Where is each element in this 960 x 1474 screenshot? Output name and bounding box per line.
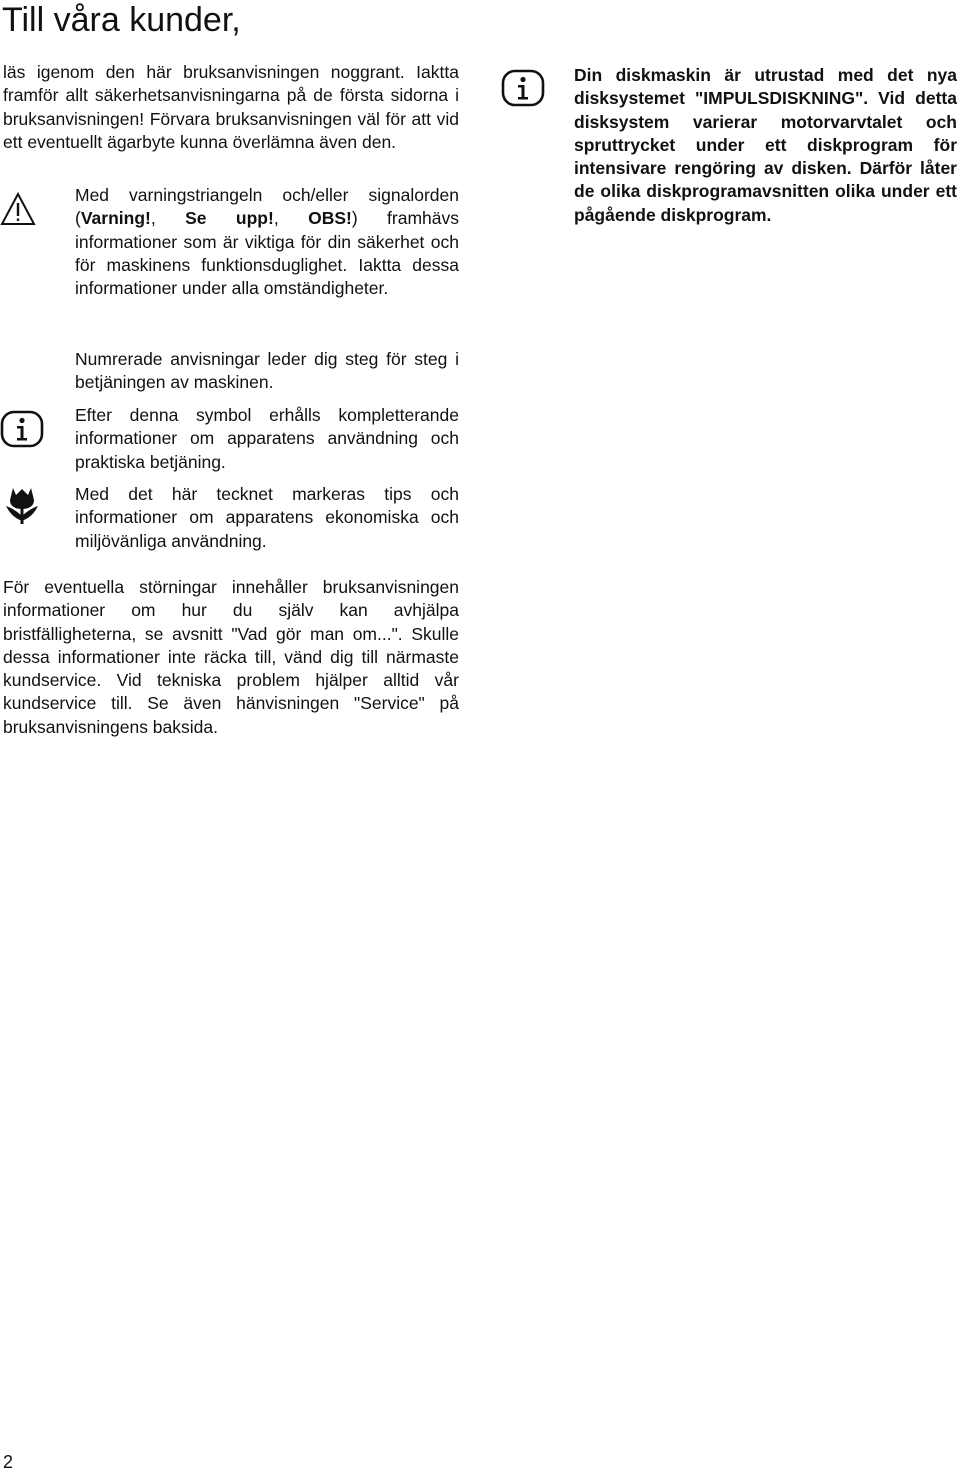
eco-paragraph: Med det här tecknet markeras tips och informationer om apparatens ekonomiska och miljövänliga användning.	[75, 484, 459, 551]
impulse-info-paragraph: Din diskmaskin är utrustad med det nya disksystemet "IMPULSDISKNING". Vid detta disksystem varierar motorvarvtalet och spruttrycket under ett diskprogram för intensivare rengöring av disken. Därför låter de olika diskprogramavsnitten olika under ett pågående diskprogram.	[574, 65, 957, 225]
separator: ,	[273, 208, 309, 229]
page-title: Till våra kunder,	[2, 1, 241, 39]
warning-triangle-icon	[0, 191, 36, 227]
warning-keyword-se-upp: Se upp!	[185, 208, 274, 229]
warning-text-start: Med varningstriangeln och/eller signalorden (	[75, 185, 459, 229]
info-icon	[0, 410, 44, 448]
separator: ,	[150, 208, 186, 229]
info-icon-right	[501, 69, 545, 107]
numbered-instructions-paragraph: Numrerade anvisningar leder dig steg för steg i betjäningen av maskinen.	[75, 349, 459, 393]
page-number: 2	[3, 1452, 14, 1472]
info-paragraph: Efter denna symbol erhålls kompletterande informationer om apparatens användning och praktiska betjäning.	[75, 405, 459, 472]
eco-flower-icon	[4, 486, 40, 526]
intro-paragraph: läs igenom den här bruksanvisningen noggrant. Iaktta framför allt säkerhetsanvisningarna på de första sidorna i bruksanvisningen! Förvara bruksanvisningen väl för att vid ett eventuellt ägarbyte kunna överlämna även den.	[3, 62, 459, 152]
faults-paragraph: För eventuella störningar innehåller bruksanvisningen informationer om hur du själv kan avhjälpa bristfälligheterna, se avsnitt "Vad gör man om...". Skulle dessa informationer inte räcka till, vänd dig till närmaste kundservice. Vid tekniska problem hjälper alltid vår kundservice till. Se även hänvisningen "Service" på bruksanvisningens baksida.	[3, 577, 459, 737]
warning-keyword-varning: Varning!	[80, 208, 151, 229]
warning-paragraph	[75, 184, 459, 300]
warning-keyword-obs: OBS!	[308, 208, 352, 229]
warning-text-end: ) framhävs informationer som är viktiga för din säkerhet och för maskinens funktionsduglighet. Iaktta dessa informationer under alla omständigheter.	[75, 208, 460, 299]
